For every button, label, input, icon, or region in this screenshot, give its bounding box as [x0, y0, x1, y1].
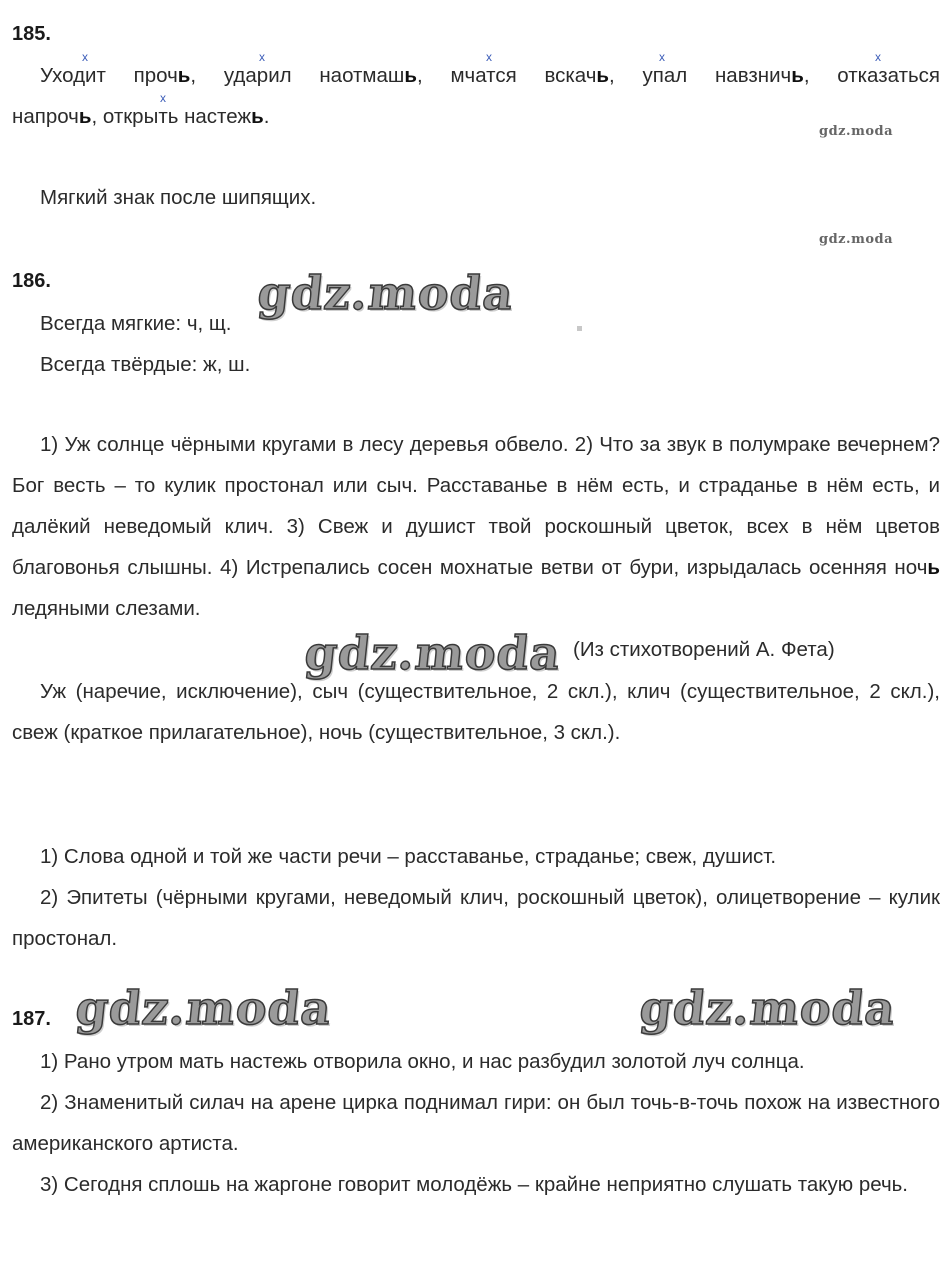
- word-analysis: Уж (наречие, исключение), сыч (существительное, 2 скл.), клич (существительное, 2 скл.), свеж (краткое прилагательное), ночь (существительное, 3 скл.).: [12, 680, 940, 744]
- speck: [577, 326, 582, 331]
- ex185-line-1: Уходит прочь, ударил наотмашь, мчатся вскачь, упал навзничь, отказаться: [40, 64, 940, 87]
- watermark: gdz.moda: [819, 124, 894, 139]
- task-2: 2) Эпитеты (чёрными кругами, неведомый клич, роскошный цветок), олицетворение – кулик простонал.: [12, 886, 940, 950]
- cross-mark: x: [486, 50, 492, 64]
- poem-source: (Из стихотворений А. Фета): [573, 638, 835, 661]
- ex185-line-2: напрочь, открыть настежь.: [12, 105, 270, 128]
- exercise-number-187: 187.: [12, 1008, 51, 1030]
- exercise-number-185: 185.: [12, 23, 51, 45]
- sentence-1: 1) Рано утром мать настежь отворила окно, и нас разбудил золотой луч солнца.: [40, 1050, 805, 1073]
- watermark-logo: gdz.moda: [637, 981, 899, 1035]
- watermark: gdz.moda: [819, 232, 894, 247]
- hard-consonants: Всегда твёрдые: ж, ш.: [40, 353, 251, 376]
- cross-mark: x: [82, 50, 88, 64]
- cross-mark: x: [659, 50, 665, 64]
- cross-mark: x: [160, 91, 166, 105]
- watermark-logo: gdz.moda: [255, 266, 517, 320]
- cross-mark: x: [875, 50, 881, 64]
- task-1: 1) Слова одной и той же части речи – расставанье, страданье; свеж, душист.: [40, 845, 777, 868]
- poem-text: 1) Уж солнце чёрными кругами в лесу деревья обвело. 2) Что за звук в полумраке вечернем? Бог весть – то кулик простонал или сыч. Расставанье в нём есть, и страданье в нём есть, и далёкий неведомый клич. 3) Свеж и душист твой роскошный цветок, всех в нём цветов благовонья слышны. 4) Истрепались сосен мохнатые ветви от бури, изрыдалась осенняя ночь ледяными слезами.: [12, 433, 940, 620]
- ex185-rule: Мягкий знак после шипящих.: [40, 186, 317, 209]
- exercise-number-186: 186.: [12, 270, 51, 292]
- cross-mark: x: [259, 50, 265, 64]
- watermark-logo: gdz.moda: [73, 981, 335, 1035]
- watermark-logo: gdz.moda: [302, 626, 564, 680]
- soft-consonants: Всегда мягкие: ч, щ.: [40, 312, 232, 335]
- sentence-2: 2) Знаменитый силач на арене цирка поднимал гири: он был точь-в-точь похож на известного американского артиста.: [12, 1091, 940, 1155]
- sentence-3: 3) Сегодня сплошь на жаргоне говорит молодёжь – крайне неприятно слушать такую речь.: [40, 1173, 908, 1196]
